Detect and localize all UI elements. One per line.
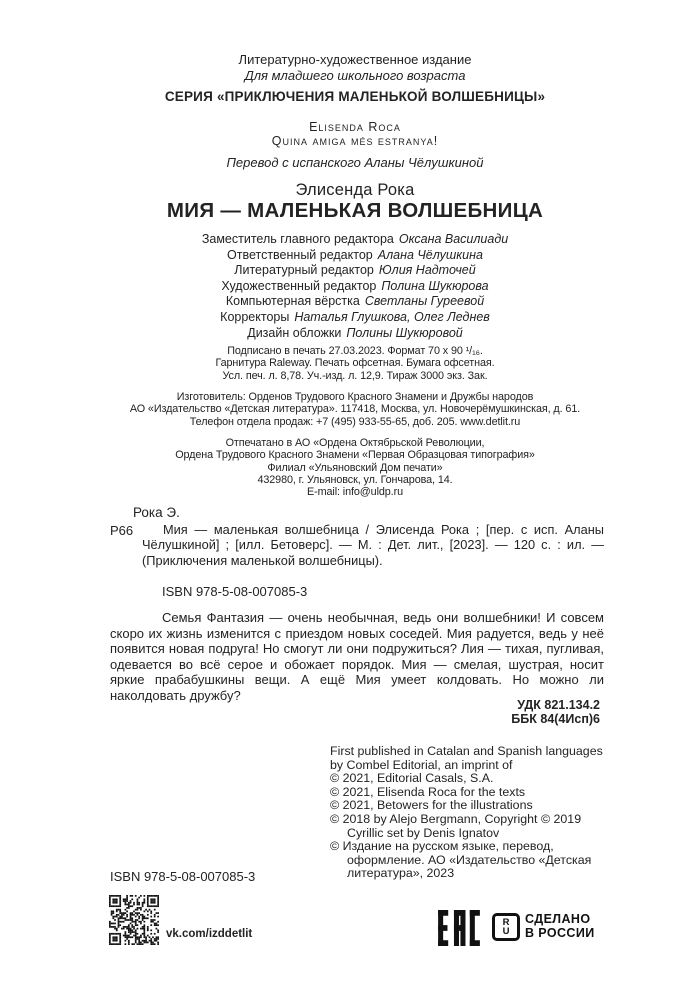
ru-box-letter-top: R xyxy=(502,916,510,928)
ru-box-letter-bottom: U xyxy=(502,926,510,937)
manufacturer-line: АО «Издательство «Детская литература». 117418, Москва, ул. Новочерёмушкинская, д. 61. xyxy=(129,403,581,416)
credit-line xyxy=(110,279,600,295)
print-info-line: Усл. печ. л. 8,78. Уч.-изд. л. 12,9. Тираж 3000 экз. Зак. xyxy=(222,369,488,382)
original-title-line: Quina amiga més estranya! xyxy=(271,134,439,148)
footer-isbn: ISBN 978-5-08-007085-3 xyxy=(110,869,256,884)
credit-line xyxy=(110,248,600,264)
print-info-block xyxy=(110,345,600,382)
bibliography-isbn: ISBN 978-5-08-007085-3 xyxy=(162,584,308,599)
credit-name: Юлия Надточей xyxy=(378,263,476,278)
edition-type-line: Литературно-художественное издание xyxy=(238,52,472,67)
manufacturer-block xyxy=(110,391,600,428)
copyright-block xyxy=(330,745,608,881)
copyright-item: © 2018 by Alejo Bergmann, Copyright © 2019 Cyrillic set by Denis Ignatov xyxy=(330,811,582,840)
credit-role: Художественный редактор xyxy=(221,278,377,293)
series-line: СЕРИЯ «ПРИКЛЮЧЕНИЯ МАЛЕНЬКОЙ ВОЛШЕБНИЦЫ» xyxy=(164,89,546,104)
credit-line xyxy=(110,326,600,342)
bibliography-author-heading: Рока Э. xyxy=(133,505,180,520)
manufacturer-line: Телефон отдела продаж: +7 (495) 933-55-65, доб. 205. www.detlit.ru xyxy=(189,415,521,428)
classification-block xyxy=(511,699,600,726)
credit-name: Оксана Василиади xyxy=(398,232,509,246)
original-author-line: Elisenda Roca xyxy=(309,120,401,134)
credit-name: Алана Чёлушкина xyxy=(377,247,483,262)
qr-link-label: vk.com/izddetlit xyxy=(166,928,253,940)
age-category-line: Для младшего школьного возраста xyxy=(244,68,466,83)
made-in-russia-mark xyxy=(492,913,595,941)
bibliography-description: Мия — маленькая волшебница / Элисенда Рока ; [пер. с исп. Аланы Чёлушкиной] ; [илл. Бетоверс]. — М. : Дет. лит., [2023]. — 120 с. : ил. — (Приключения маленькой волшебницы). xyxy=(142,522,604,568)
copyright-item: © 2021, Editorial Casals, S.A. xyxy=(330,771,494,786)
bbk-code: ББК 84(4Исп)6 xyxy=(511,711,600,726)
credit-role: Литературный редактор xyxy=(234,263,374,278)
qr-code xyxy=(109,895,159,945)
udk-code: УДК 821.134.2 xyxy=(517,698,600,712)
credit-role: Дизайн обложки xyxy=(247,325,342,340)
eac-mark xyxy=(438,910,480,946)
made-in-russia-line1: СДЕЛАНО xyxy=(525,912,591,926)
printing-house-block xyxy=(110,437,600,498)
copyright-item: © 2021, Betowers for the illustrations xyxy=(330,798,533,813)
credit-name: Наталья Глушкова, Олег Леднев xyxy=(294,309,490,324)
copyright-item: © Издание на русском языке, перевод, оформление. АО «Издательство «Детская литература», 2023 xyxy=(330,839,592,881)
annotation-paragraph: Семья Фантазия — очень необычная, ведь они волшебники! И совсем скоро их жизнь изменится с приездом новых соседей. Мия радуется, ведь у неё появится новая подруга! Но смогут ли они подружиться? Лия — тихая, пугливая, одевается во всё серое и обожает порядок. Мия — смелая, шустрая, носит яркие прабабушкины вещи. А ещё Мия умеет колдовать. Но можно ли наколдовать дружбу? xyxy=(110,610,604,703)
credits-block xyxy=(110,232,600,341)
credit-line xyxy=(110,263,600,279)
made-in-russia-text xyxy=(525,913,595,940)
credit-name: Полины Шукюровой xyxy=(346,325,463,340)
bibliography-index-code: Р66 xyxy=(110,523,134,538)
printing-house-line: E-mail: info@uldp.ru xyxy=(307,486,403,499)
credit-name: Полина Шукюрова xyxy=(381,278,489,293)
print-info-line: Подписано в печать 27.03.2023. Формат 70 х 90 ¹/₁₆. xyxy=(227,345,483,357)
credit-role: Компьютерная вёрстка xyxy=(225,294,360,309)
credit-role: Корректоры xyxy=(220,309,290,324)
credit-line xyxy=(110,310,600,326)
credit-role: Ответственный редактор xyxy=(227,247,373,262)
credit-role: Заместитель главного редактора xyxy=(201,232,394,246)
printing-house-line: Отпечатано в АО «Ордена Октябрьской Революции, xyxy=(225,437,485,449)
print-info-line: Гарнитура Raleway. Печать офсетная. Бумага офсетная. xyxy=(215,357,495,370)
translation-note-line: Перевод с испанского Аланы Чёлушкиной xyxy=(226,155,484,170)
copyright-item: © 2021, Elisenda Roca for the texts xyxy=(330,784,526,799)
credit-line xyxy=(110,232,600,248)
ru-box xyxy=(492,913,520,941)
copyright-intro: First published in Catalan and Spanish languages by Combel Editorial, an imprint of xyxy=(330,744,603,772)
credit-line xyxy=(110,294,600,310)
printing-house-line: Филиал «Ульяновский Дом печати» xyxy=(267,461,443,474)
printing-house-line: Ордена Трудового Красного Знамени «Первая Образцовая типография» xyxy=(175,449,535,462)
credit-name: Светланы Гуреевой xyxy=(364,294,485,309)
book-author: Элисенда Рока xyxy=(295,181,415,199)
book-title: МИЯ — МАЛЕНЬКАЯ ВОЛШЕБНИЦА xyxy=(166,199,544,222)
manufacturer-line: Изготовитель: Орденов Трудового Красного Знамени и Дружбы народов xyxy=(176,391,534,403)
made-in-russia-line2: В РОССИИ xyxy=(525,925,595,940)
printing-house-line: 432980, г. Ульяновск, ул. Гончарова, 14. xyxy=(257,473,453,486)
